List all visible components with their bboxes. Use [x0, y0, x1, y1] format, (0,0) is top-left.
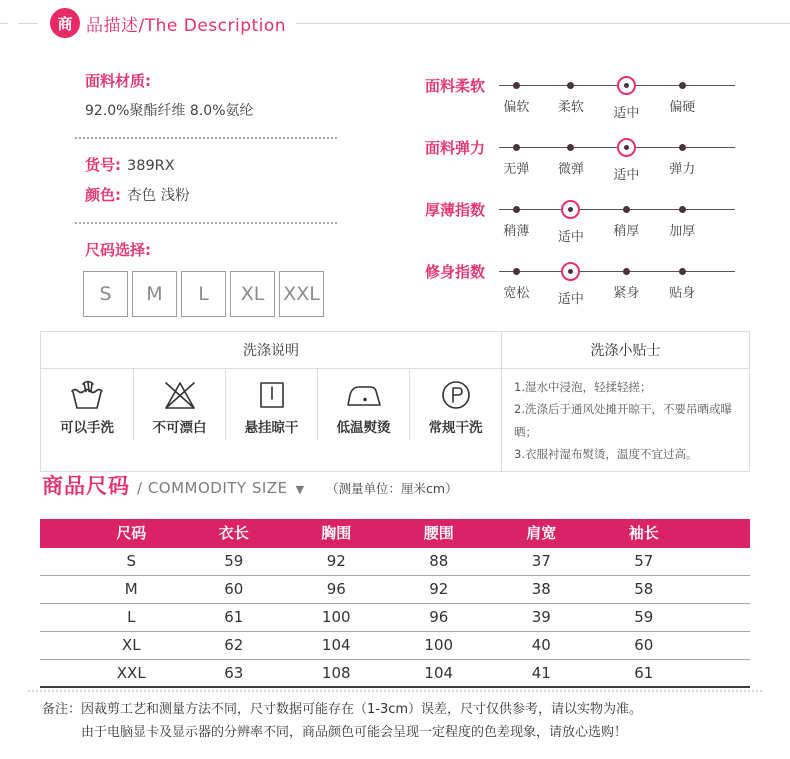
- scale-option: [493, 256, 539, 301]
- scale-dot-icon: [679, 82, 686, 89]
- scale-option-label: 适中: [613, 106, 640, 121]
- wash-symbol-label: 悬挂晾干: [244, 419, 299, 436]
- table-cell: 59: [224, 552, 244, 570]
- scale-option-label: 稍薄: [503, 224, 530, 239]
- scale-option-label: 紧身: [613, 286, 640, 301]
- scale-dot-icon: [567, 82, 574, 89]
- chevron-down-icon[interactable]: ▼: [295, 483, 305, 496]
- wash-tips-header: 洗涤小贴士: [501, 332, 749, 369]
- table-cell: 40: [531, 636, 551, 654]
- wash-symbol-label: 低温熨烫: [336, 419, 391, 436]
- scale-option: [603, 132, 649, 183]
- scale-option-label: 贴身: [669, 286, 696, 301]
- scale-option: [493, 194, 539, 239]
- scale-option: [493, 70, 539, 115]
- table-cell: XXL: [116, 664, 146, 682]
- scale-dot-icon: [679, 144, 686, 151]
- table-cell: 60: [634, 636, 654, 654]
- table-cell: 92: [429, 580, 449, 598]
- scale-dot-icon: [679, 268, 686, 275]
- size-table-header-cell: 胸围: [321, 524, 352, 542]
- description-badge-icon: 商: [50, 8, 80, 38]
- table-cell: 88: [429, 552, 449, 570]
- table-cell: 38: [531, 580, 551, 598]
- table-cell: 61: [634, 664, 654, 682]
- scale-dot-icon: [567, 144, 574, 151]
- table-cell: 59: [634, 608, 654, 626]
- size-options: [83, 271, 345, 317]
- wash-tips-list: [501, 369, 749, 471]
- wash-symbol-cell: [133, 369, 225, 440]
- remark-line-2: 由于电脑显卡及显示器的分辨率不同，商品颜色可能会呈现一定程度的色差现象，请放心选购！: [81, 725, 628, 741]
- scale-option-label: 弹力: [669, 162, 696, 177]
- size-select-label: 尺码选择:: [85, 241, 151, 259]
- table-cell: S: [126, 552, 137, 570]
- divider-dotted: [75, 222, 337, 224]
- scale-dot-icon: [624, 83, 629, 88]
- scale-option: [603, 194, 649, 239]
- scale-row-2: [425, 194, 737, 256]
- scale-row-0: [425, 70, 737, 132]
- table-cell: 104: [321, 636, 351, 654]
- scale-option-label: 适中: [557, 292, 584, 307]
- table-cell: 58: [634, 580, 654, 598]
- size-table-header-cell: 肩宽: [526, 524, 557, 542]
- commodity-size-header: [42, 470, 458, 500]
- scale-track: [499, 70, 737, 132]
- table-row: [40, 548, 750, 576]
- scale-option-label: 加厚: [669, 224, 696, 239]
- size-table: [40, 519, 750, 688]
- scale-option-label: 无弹: [503, 162, 530, 177]
- scale-option-label: 稍厚: [613, 224, 640, 239]
- wash-symbol-cell: [317, 369, 409, 440]
- scale-option: [659, 194, 705, 239]
- scale-dot-icon: [513, 82, 520, 89]
- size-option-m[interactable]: M: [132, 271, 177, 317]
- footer-divider-dotted: [28, 690, 762, 692]
- scale-option-label: 适中: [613, 168, 640, 183]
- size-option-xl[interactable]: XL: [230, 271, 275, 317]
- selected-ring-icon: [561, 262, 580, 281]
- scale-option-label: 适中: [557, 230, 584, 245]
- item-no-value: 389RX: [127, 158, 175, 174]
- scale-dot-icon: [568, 207, 573, 212]
- wash-tip-line: 1.湿水中浸泡，轻揉轻搓；: [514, 380, 652, 394]
- scale-dot-icon: [623, 206, 630, 213]
- product-info-panel: [85, 70, 345, 317]
- table-row: [40, 632, 750, 660]
- size-option-s[interactable]: S: [83, 271, 128, 317]
- size-table-header-cell: 袖长: [628, 524, 659, 542]
- size-table-header-cell: 腰围: [423, 524, 454, 542]
- commodity-size-title-cn: 商品尺码: [42, 474, 130, 498]
- wash-instructions-header: 洗涤说明: [41, 332, 501, 369]
- item-no-label: 货号:: [85, 156, 121, 174]
- scale-dot-icon: [623, 268, 630, 275]
- wash-symbol-cell: [41, 369, 133, 440]
- measure-unit-note: （测量单位：厘米cm）: [326, 481, 458, 496]
- size-table-bottom-rule: [40, 686, 750, 688]
- color-value: 杏色 浅粉: [127, 188, 190, 204]
- table-row: [40, 660, 750, 688]
- scale-option: [548, 132, 594, 177]
- scale-dot-icon: [679, 206, 686, 213]
- scale-option-label: 偏软: [503, 100, 530, 115]
- hand-wash-icon: [68, 376, 106, 412]
- scale-label: 面料弹力: [425, 139, 486, 157]
- scale-option-label: 宽松: [503, 286, 530, 301]
- fabric-rating-scales: [425, 70, 737, 318]
- remark-note: [42, 698, 758, 745]
- scale-track: [499, 194, 737, 256]
- table-row: [40, 576, 750, 604]
- table-cell: 41: [531, 664, 551, 682]
- dry-clean-icon: [437, 376, 475, 412]
- scale-option: [548, 70, 594, 115]
- table-cell: 96: [326, 580, 346, 598]
- scale-option: [659, 70, 705, 115]
- table-cell: 37: [531, 552, 551, 570]
- header-rule-left-tiny: [0, 23, 8, 24]
- scale-dot-icon: [513, 144, 520, 151]
- scale-dot-icon: [568, 269, 573, 274]
- washing-table: [40, 331, 750, 472]
- divider-dotted: [75, 137, 337, 139]
- table-cell: 57: [634, 552, 654, 570]
- material-value: 92.0%聚酯纤维 8.0%氨纶: [85, 103, 254, 119]
- scale-row-3: [425, 256, 737, 318]
- table-cell: 108: [321, 664, 351, 682]
- wash-symbol-cell: [225, 369, 317, 440]
- scale-dot-icon: [513, 206, 520, 213]
- scale-option-label: 柔软: [557, 100, 584, 115]
- table-cell: 60: [224, 580, 244, 598]
- scale-dot-icon: [513, 268, 520, 275]
- color-label: 颜色:: [85, 186, 121, 204]
- scale-label: 修身指数: [425, 263, 486, 281]
- size-table-header-row: [40, 519, 750, 548]
- table-cell: 63: [224, 664, 244, 682]
- scale-option: [603, 70, 649, 121]
- table-cell: L: [127, 608, 136, 626]
- section-header: [0, 8, 790, 38]
- commodity-size-title-en: / COMMODITY SIZE: [137, 479, 288, 497]
- iron-low-icon: [345, 376, 383, 412]
- scale-option: [548, 256, 594, 307]
- wash-symbol-label: 常规干洗: [428, 419, 483, 436]
- scale-label: 厚薄指数: [425, 201, 486, 219]
- header-rule-right: [296, 23, 790, 24]
- size-option-xxl[interactable]: XXL: [279, 271, 324, 317]
- remark-line-1: 因裁剪工艺和测量方法不同，尺寸数据可能存在（1-3cm）误差，尺寸仅供参考，请以实物为准。: [81, 702, 643, 717]
- table-cell: 100: [424, 636, 454, 654]
- table-cell: 61: [224, 608, 244, 626]
- scale-dot-icon: [624, 145, 629, 150]
- scale-track: [499, 132, 737, 194]
- scale-option: [548, 194, 594, 245]
- page-title: 品描述/The Description: [86, 15, 287, 36]
- size-table-header-cell: 衣长: [218, 524, 249, 542]
- selected-ring-icon: [617, 138, 636, 157]
- table-cell: 96: [429, 608, 449, 626]
- scale-option: [493, 132, 539, 177]
- wash-symbol-label: 可以手洗: [60, 419, 114, 436]
- wash-tip-line: 2.洗涤后于通风处摊开晾干，不要吊晒或曝晒；: [514, 402, 732, 439]
- material-label: 面料材质:: [85, 72, 151, 90]
- wash-symbol-label: 不可漂白: [152, 419, 207, 436]
- table-cell: 62: [224, 636, 244, 654]
- table-cell: 104: [424, 664, 454, 682]
- scale-option-label: 偏硬: [669, 100, 696, 115]
- wash-tip-line: 3.衣服衬湿布熨烫，温度不宜过高。: [514, 447, 698, 462]
- scale-option: [659, 256, 705, 301]
- scale-row-1: [425, 132, 737, 194]
- header-rule-left: [18, 23, 38, 24]
- table-cell: 39: [531, 608, 551, 626]
- no-bleach-icon: [161, 376, 199, 412]
- hang-dry-icon: [253, 376, 291, 412]
- scale-option-label: 微弹: [557, 162, 584, 177]
- selected-ring-icon: [561, 200, 580, 219]
- table-cell: 92: [326, 552, 346, 570]
- size-table-header-cell: 尺码: [116, 524, 147, 542]
- table-cell: XL: [121, 636, 141, 654]
- selected-ring-icon: [617, 76, 636, 95]
- scale-option: [659, 132, 705, 177]
- size-option-l[interactable]: L: [181, 271, 226, 317]
- table-cell: 100: [321, 608, 351, 626]
- remark-label: 备注：: [42, 702, 82, 717]
- scale-label: 面料柔软: [425, 77, 486, 95]
- scale-option: [603, 256, 649, 301]
- table-cell: M: [124, 580, 138, 598]
- wash-symbol-cell: [409, 369, 501, 440]
- table-row: [40, 604, 750, 632]
- scale-track: [499, 256, 737, 318]
